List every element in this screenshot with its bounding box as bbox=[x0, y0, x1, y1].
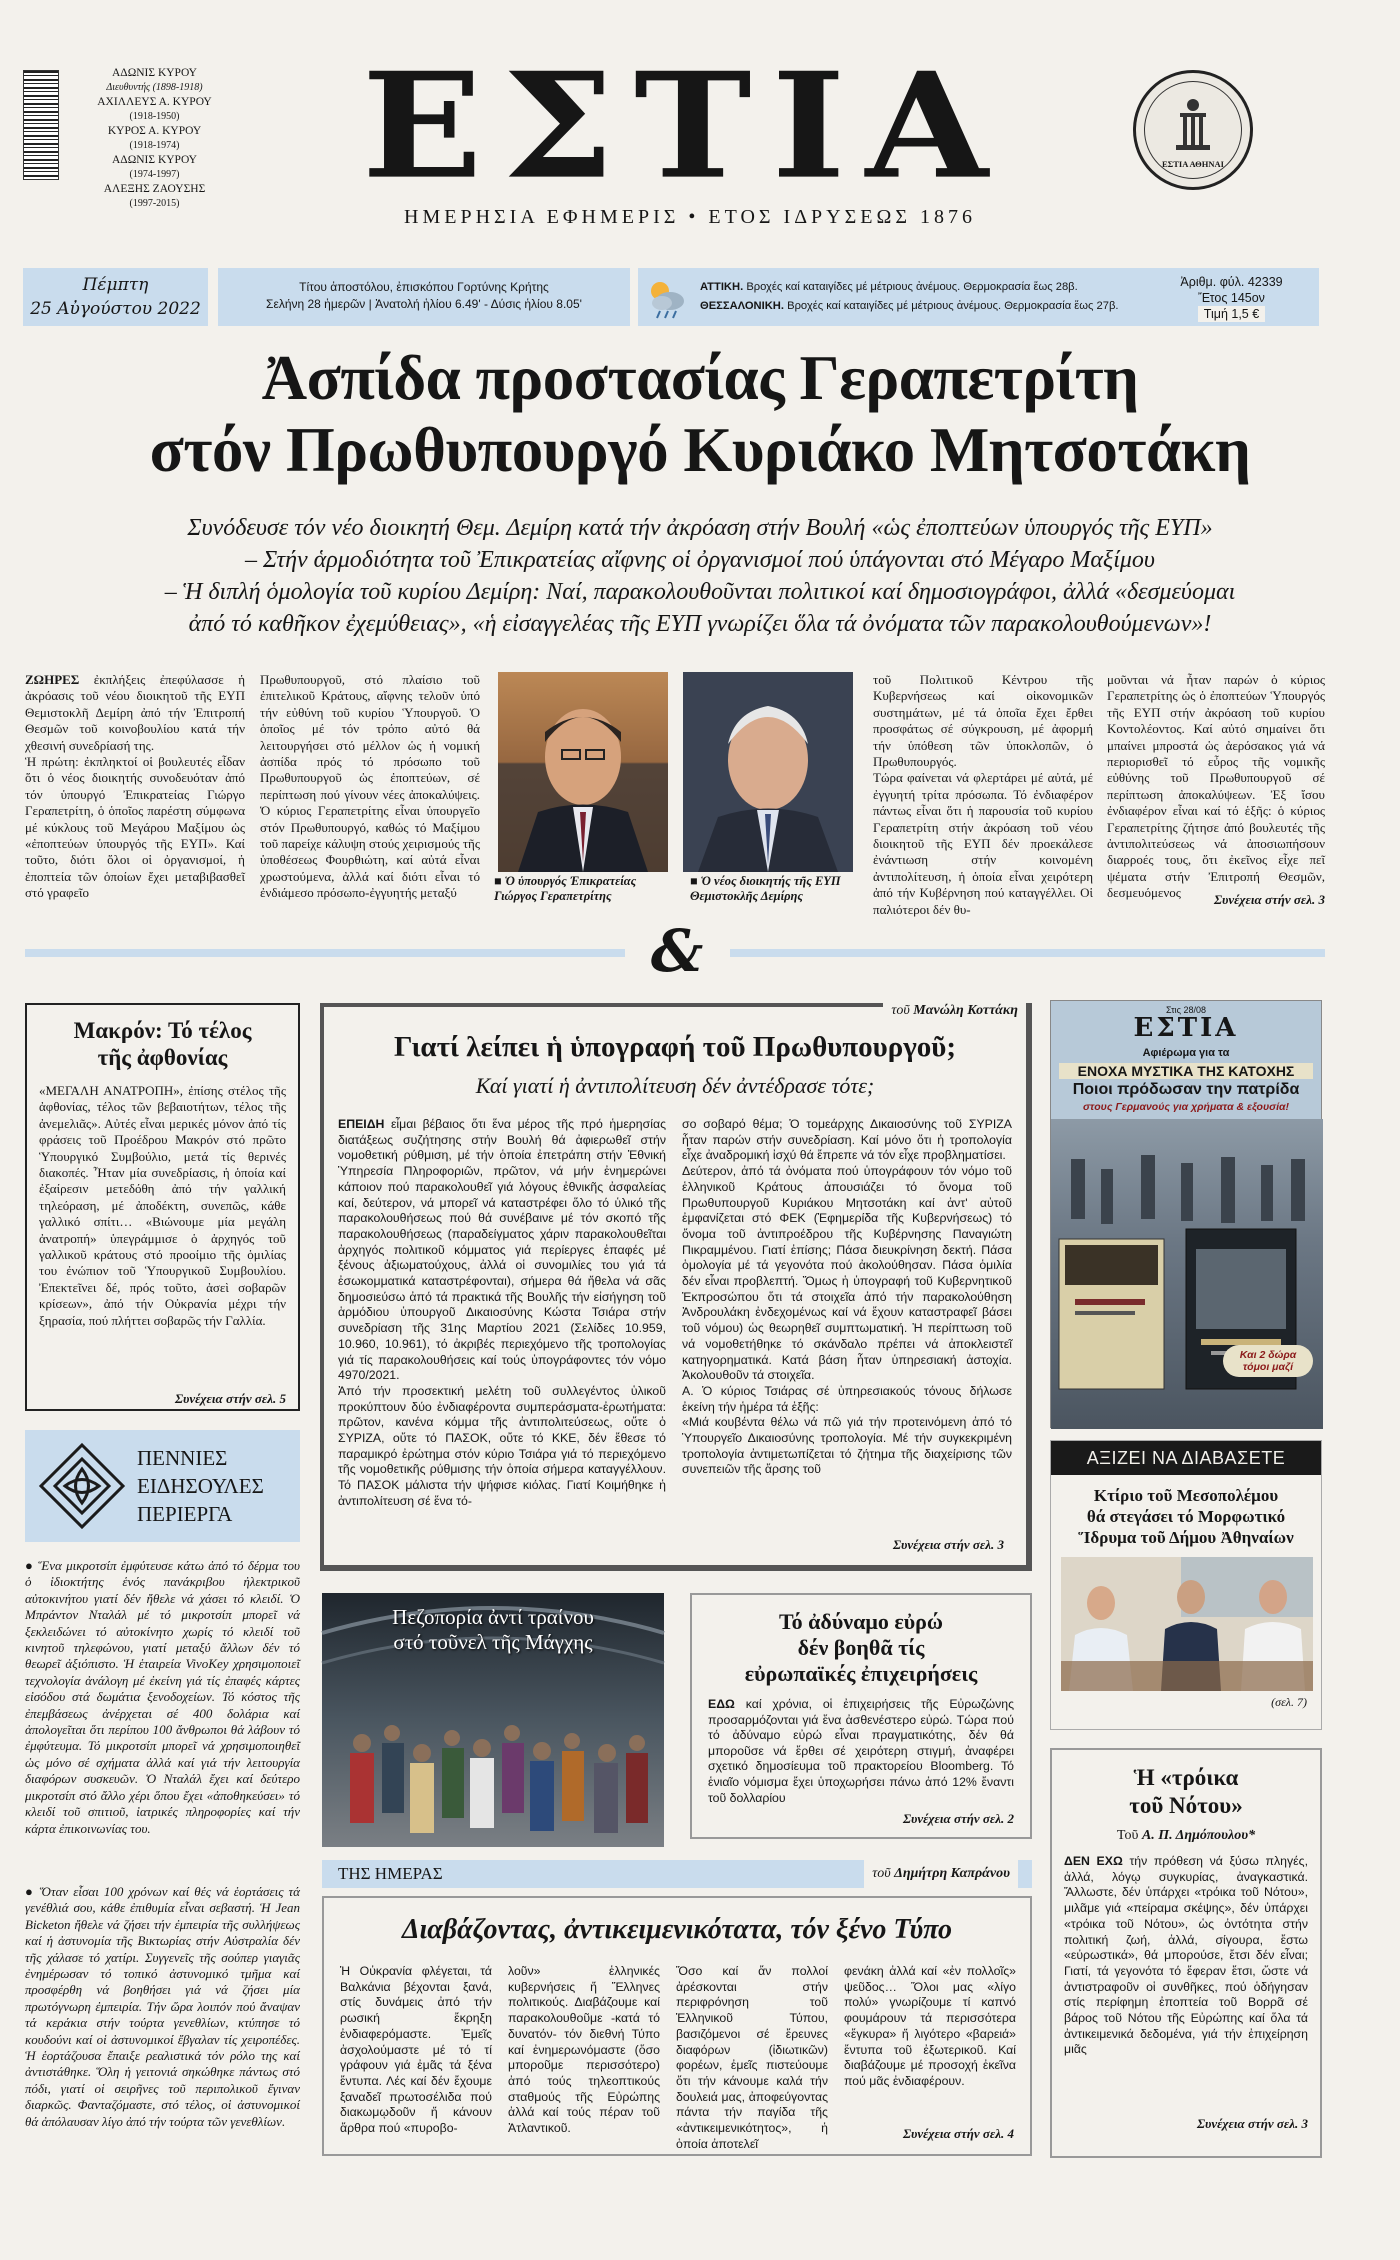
photo-gerapetritis bbox=[498, 672, 668, 872]
date-box bbox=[23, 268, 208, 326]
date: 25 Αὐγούστου 2022 bbox=[30, 299, 201, 319]
euro-title: Τό ἀδύναμο εὐρώ δέν βοηθᾶ τίς εὐρωπαϊκές ἐπιχειρήσεις bbox=[744, 1609, 978, 1686]
editorial-col-2: σο σοβαρό θέμα; Ὁ τομεάρχης Δικαιοσύνης τοῦ ΣΥΡΙΖΑ ἦταν παρών στήν συνεδρίαση. Καί μόνο ὅτι ἡ τροπολογία εἶχε ἀναδρομική ἰσχύ θά ἔπρεπε νά τόν εἶχε προβληματίσει. Δεύτερον, ἀπό τά ὀνόματα πού ὑπογράφουν τόν νόμο τοῦ ἑλληνικοῦ Κράτους ἀπουσιάζει τό ὄνομα τοῦ Πρωθυπουργοῦ Κυριάκου Μητσοτάκη καί ἀντ' αὐτοῦ ἐμφανίζεται στό ΦΕΚ (Ἐφημερίδα τῆς Κυβερνήσεως) τό ὄνομα τοῦ ἀντιπροέδρου τῆς Κυβέρνησης Παναγιώτη Πικραμμένου. Γιατί ἐπίσης; Πάσα διευκρίνηση δεκτή. Πάσα ὁμολογία μέ τά γεγονότα πού ἀκολούθησαν. Πάσα ὁμιλία δέν εἶναι προβλεπτή. Ὅμως ἡ ὑπογραφή τοῦ Κυβερνητικοῦ Ἐκπροσώπου ὅτι τά στοιχεῖα ἀπό τήν παρακολούθηση Ἀνδρουλάκη ἐνδεχομένως καί νά ἔχουν καταστραφεῖ βάσει τοῦ νόμου) ὡς θεωρηθεῖ συμπτωματική. Ἡ περίπτωση τοῦ νά νομοθετήθηκε τό σκάνδαλο πρέπει νά ἀποκλειστεῖ κατηγορηματικά. Κατά βάση ἦταν ὑπηρεσιακή ἀστοχία. Ἀκολουθοῦν τά στοιχεῖα. Α. Ὁ κύριος Τσιάρας σέ ὑπηρεσιακούς τόνους δήλωσε ἐκείνη τήν ἡμέρα τά ἑξῆς: «Μιά κουβέντα θέλω νά πῶ γιά τήν προτεινόμενη ἀπό τό Ὑπουργεῖο Δικαιοσύνης τροπολογία. Μέ τήν συγκεκριμένη τροπολογία ἀντιμετωπίζεται τό ζήτημα τῆς διαχείρισης τῶν συνεπειῶν τῆς ἄρσης τοῦ bbox=[682, 1117, 1012, 1477]
troika-byline: Τοῦ Α. Π. Δημόπουλου* bbox=[1116, 1828, 1256, 1843]
pennies-header bbox=[25, 1430, 300, 1542]
editorial-subtitle: Καί γιατί ἡ ἀντιπολίτευση δέν ἀντέδρασε τότε; bbox=[475, 1073, 875, 1098]
editorial-title: Γιατί λείπει ἡ ὑπογραφή τοῦ Πρωθυπουργοῦ; bbox=[393, 1031, 956, 1063]
photo-demiris bbox=[683, 672, 853, 872]
photo-gerapetritis-caption: ■ Ὁ ὑπουργός Ἐπικρατείας Γιώργος Γεραπετρίτης bbox=[494, 874, 637, 903]
today-continue: Συνέχεια στήν σελ. 4 bbox=[903, 2126, 1014, 2141]
subway-overlay: Πεζοπορία ἀντί τραίνου στό τοῦνελ τῆς Μάγχης bbox=[392, 1605, 594, 1654]
today-byline: τοῦ Δημήτρη Καπράνου bbox=[864, 1860, 1018, 1888]
masthead-title: ΕΣΤΙΑ bbox=[361, 41, 1009, 212]
weather-box: ΑΤΤΙΚΗ. Βροχές καί καταιγίδες μέ μέτριους ἀνέμους. Θερμοκρασία ἕως 28β. ΘΕΣΣΑΛΟΝΙΚΗ. Βροχές καί καταιγίδες μέ μέτριους ἀνέμους. Θερμοκρασία ἕως 27β. bbox=[638, 268, 1178, 326]
euro-box bbox=[690, 1593, 1032, 1839]
promo-photo bbox=[1051, 1119, 1323, 1429]
today-col-3: Ὅσο καί ἄν πολλοί ἀρέσκονται στήν περιφρόνηση τοῦ Ἑλληνικοῦ Τύπου, βασιζόμενοι σέ ἔρευνες διαφόρων (ἰδιωτικῶν) φορέων, ἐμεῖς πιστεύουμε ὅτι τήν κάνουμε καλά τήν δουλειά μας, ἀποφεύγοντας πάντα τήν παγίδα τῆς «ἀντικειμενικότητος», ἡ ὁποία ἀποτελεῖ bbox=[676, 1964, 828, 2151]
lead-col-3: τοῦ Πολιτικοῦ Κέντρου τῆς Κυβερνήσεως καί οἰκονομικῶν συστημάτων, μέ τά ὁποῖα ἔχει ἔρθει προσφάτως σέ σύγκρουση, μέ ἀφορμή τήν ὑπόθεση τῶν ὑποκλοπῶν, ὁ Πρωθυπουργός. Τώρα φαίνεται νά φλερτάρει μέ αὐτά, μέ ἐγγυητή τρίτα πρόσωπα. Τό ἐνδιαφέρον πάντως εἶναι ὅτι ἡ παρουσία τοῦ κυρίου Γεραπετρίτη στήν ἀκρόαση τοῦ νέου διοικητοῦ τῆς ΕΥΠ δέν προεκάλεσε ἐνάντιωση στήν κοινομένη ἀντιπολίτευση, ἡ ὁποία εἶναι χειρότερη ἀπό τήν Κυβέρνηση πού καταγγέλλει. Οἱ παλιότεροι δέν θυ- bbox=[873, 672, 1093, 917]
separator-line-right bbox=[730, 949, 1325, 957]
worth-box bbox=[1050, 1440, 1322, 1730]
editorial-byline: τοῦ Μανώλη Κοττάκη bbox=[883, 1003, 1026, 1019]
troika-continue: Συνέχεια στήν σελ. 3 bbox=[1197, 2116, 1308, 2131]
euro-body: ΕΔΩ καί χρόνια, οἱ ἐπιχειρήσεις τῆς Εὐρωζώνης προσαρμόζονται γιά ἕνα ἀσθενέστερο εὐρώ. Τώρα πού τό ἀδύναμο εὐρώ εἶναι πραγματικότης, δέν θά μποροῦσε νά ἔρθει σέ χειρότερη στιγμή, ἀναφέρει σχετικό δημοσίευμα τοῦ πρακτορείου Bloomberg. Τό ἑνιαῖο νόμισμα ἔχει ὑποχωρήσει πάνω ἀπό 12% ἔναντι τοῦ δολλαρίου bbox=[708, 1697, 1014, 1805]
macron-body: «ΜΕΓΑΛΗ ΑΝΑΤΡΟΠΗ», ἐπίσης στέλος τῆς ἀφθονίας, τέλος τῶν βεβαιοτήτων, τέλος τῆς ἀνεμελιᾶς». Αὐτές εἶναι μερικές μόνον ἀπό τίς φράσεις τοῦ Προέδρου Μακρόν στό πρῶτο Ὑπουργικό Συμβούλιο, μετά τίς θερινές διακοπές. Ἦταν μία συνεδρίασις, ἡ ὁποία καί ἐξαίρεσιν μετεδόθη ἀπό τήν γαλλική τηλεόραση, μέ ἀποδέκτη, συνεπῶς, κάθε γαλλικό σπίτι… «Βιώνουμε μία μεγάλη ἀνατροπή» ὑπεγράμμισε ὁ ἀρχηγός τοῦ γαλλικοῦ κράτους στό προοίμιο τῆς ὁμιλίας του ἐνώπιον τοῦ Ὑπουργικοῦ Συμβουλίου. Ἐπεκτεῖνει δέ, πρός τοῦτο, ἀσεὶ σοβαρῶν κρίσεων», ἀπό τήν Οὐκρανία μέχρι τήν ξηρασία, πού πλήττει σοβαρῶς τήν Γαλλία. bbox=[39, 1083, 286, 1328]
barcode bbox=[23, 70, 59, 180]
pennies-item-2: ● Ὅταν εἶσαι 100 χρόνων καί θές νά ἑορτάσεις τά γενέθλιά σου, κάθε ἐπιθυμία εἶναι σεβαστή. Ἡ Jean Bicketon ἤθελε νά ζήσει τήν ἐμπειρία τῆς συλλήψεως καί ἡ ἀστυνομία τῆς Βικτωρίας στήν Αὐστραλία δέν τῆς χάλασε τό χατίρι. Συγγενεῖς τῆς σούπερ γιαγιᾶς ἐνημέρωσαν τό τοπικό ἀστυνομικό τμῆμα καί προσφέρθη νά βοηθήσει γιά νά ζήσει μία πρωτόγνωρη ἐμπειρία. Τήν ὥρα λοιπόν πού ἄναψαν τά κεράκια στήν τούρτα γενεθλίων, κτύπησε τό κουδούνι καί οἱ ἀστυνομικοί ἔβγαλαν τίς χειροπέδες. Ἡ ἑορτάζουσα ἔπαιξε ρεαλιστικά τόν ρόλο της καί ἀντιστάθηκε. Ὅλη ἡ γειτονιά σηκώθηκε πάντως στό πόδι, γιατί οἱ σειρῆνες τοῦ περιπολικοῦ ἔγιναν διαρκῶς. Φανταζόμαστε, στό τέλος, οἱ ἀστυνομικοί θά ἀπόλαυσαν λίγο ἀπό τήν τούρτα τῶν γενεθλίων. bbox=[25, 1884, 300, 2129]
photo-demiris-caption: ■ Ὁ νέος διοικητής τῆς ΕΥΠ Θεμιστοκλῆς Δεμίρης bbox=[690, 874, 841, 903]
today-col-2: λοῦν» ἑλληνικές κυβερνήσεις ἤ Ἕλληνες πολιτικούς. Διαβάζουμε καί παρακολουθοῦμε -κατά τό δυνατόν- τόν διεθνή Τύπο καί ἐνημερωνόμαστε (ὅσο μποροῦμε περισσότερο) ἀπό τούς τηλεοπτικούς σταθμούς τῆς Εὐρώπης ἀλλά καί τούς πέραν τοῦ Ἀτλαντικοῦ. bbox=[508, 1964, 660, 2136]
worth-label: ΑΞΙΖΕΙ ΝΑ ΔΙΑΒΑΣΕΤΕ bbox=[1051, 1441, 1321, 1475]
issue-box: Ἀριθμ. φύλ. 42339 Ἔτος 145ον Τιμή 1,5 € bbox=[1144, 268, 1319, 326]
lead-subheadline: Συνόδευσε τόν νέο διοικητή Θεμ. Δεμίρη κατά τήν ἀκρόαση στήν Βουλή «ὡς ἐποπτεύων ὑπουργός τῆς ΕΥΠ» – Στήν ἁρμοδιότητα τοῦ Ἐπικρατείας αἴφνης οἱ ὀργανισμοί πού ὑπάγονται στό Μέγαρο Μαξίμου – Ἡ διπλή ὁμολογία τοῦ κυρίου Δεμίρη: Ναί, παρακολουθοῦνται πολιτικοί καί δημοσιογράφοι, ἀλλά «δεσμεύομαι ἀπό τό καθῆκον ἐχεμύθειας», «ἡ εἰσαγγελέας τῆς ΕΥΠ γνωρίζει ὅλα τά ὀνόματα τῶν παρακολουθούμενων»! bbox=[164, 515, 1236, 637]
today-label-band bbox=[322, 1860, 1032, 1888]
lead-col-2: Πρωθυπουργοῦ, στό πλαίσιο τοῦ ἐπιτελικοῦ Κράτους, αἴφνης τελοῦν ὑπό τήν εὐθύνη τοῦ κυρίου Ὑπουργοῦ. Ὁ ὁποῖος μέ τόν τρόπο αὐτό θά λειτουργήσει στό μέλλον ὡς ἡ νομική ἀσπίδα πρός τό πρόσωπο τοῦ Πρωθυπουργοῦ ὡς ἐποπτεύων, σέ περίπτωση πού γίνουν νέες ἀποκαλύψεις. Ὁ κύριος Γεραπετρίτης εἶναι ὑπουργεῖο στόν Πρωθυπουργό, καθώς τό Μαξίμου τοῦ παρείχε κάλυψη στούς χειρισμούς τῆς ὑποθέσεως Φουρθιώτη, καί αὐτά εἶναι χρωστούμενα, ἀλλά καί διότι εἶναι τό ἐνδιάμεσο πρόσωπο-ἐγγυητής μεταξύ bbox=[260, 672, 480, 901]
macron-continue: Συνέχεια στήν σελ. 5 bbox=[175, 1391, 286, 1406]
promo-book-note: Και 2 δώρα τόμοι μαζί bbox=[1223, 1345, 1313, 1377]
today-col-4: φενάκη ἀλλά καί «ἐν πολλοῖς» ψεῦδος… Ὅλοι μας «λίγο πολύ» γνωρίζουμε τί καπνό φουμάρουν τά περισσότερα «ἔγκυρα» ἤ λιγότερο «βαρειά» ἔντυπα τοῦ ἐξωτερικοῦ. Καί διαβάζουμε μέ προσοχή ἐκεῖνα πού μᾶς ἐνδιαφέρουν. bbox=[844, 1964, 1016, 2088]
worth-ref: (σελ. 7) bbox=[1271, 1695, 1307, 1709]
troika-title: Ἡ «τρόικα τοῦ Νότου» bbox=[1129, 1765, 1243, 1818]
seal-logo: ΕΣΤΙΑ ΑΘΗΝΑΙ bbox=[1133, 70, 1253, 190]
price: Τιμή 1,5 € bbox=[1198, 306, 1265, 322]
separator-ampersand: & bbox=[650, 917, 704, 985]
lead-headline: Ἀσπίδα προστασίας Γεραπετρίτη στόν Πρωθυπουργό Κυριάκο Μητσοτάκη bbox=[149, 343, 1251, 485]
subway-photo bbox=[322, 1593, 664, 1847]
euro-continue: Συνέχεια στήν σελ. 2 bbox=[903, 1811, 1014, 1826]
founders-list: ΑΔΩΝΙΣ ΚΥΡΟΥ Διευθυντής (1898-1918) ΑΧΙΛΛΕΥΣ Α. ΚΥΡΟΥ (1918-1950) ΚΥΡΟΣ Α. ΚΥΡΟΥ (1918-1974) ΑΔΩΝΙΣ ΚΥΡΟΥ (1974-1997) ΑΛΕΞΗΣ ΖΑΟΥΣΗΣ (1997-2015) bbox=[97, 67, 212, 209]
today-title: Διαβάζοντας, ἀντικειμενικότατα, τόν ξένο Τύπο bbox=[401, 1914, 953, 1945]
worth-photo bbox=[1061, 1557, 1313, 1691]
pennies-item-1: ● Ἕνα μικροτσίπ ἐμφύτευσε κάτω ἀπό τό δέρμα του ὁ ἰδιοκτήτης ἑνός πανάκριβου ἠλεκτρικοῦ αὐτοκινήτου γιατί δέν ἤθελε νά χάσει τό κλειδί. Ὁ Μπράντον Νταλάλ μέ τό μικροτσίπ μπορεῖ νά ξεκλειδώνει τό αὐτοκίνητο χωρίς τό κλειδί τοῦ κινητοῦ τηλεφώνου, γιατί μεταξύ ἄλλων δέν τό θεωρεῖ ἀξιόπιστο. Ἡ ἑταιρεία VivoKey χρησιμοποιεῖ τεχνολογία ἀνάλογη μέ ἐκείνη γιά τίς ἐπαφές κάρτες εἰσόδου στά δωμάτια ξενοδοχείων. Τό κόστος τῆς ἐπεμβάσεως ἀνέρχεται σέ 400 δολάρια καί ἀπολογεῖται ὅτι περίπου 100 ἄνθρωποι θά λάβουν τό ἐμφύτευμα. Τό μικροτσίπ μπορεῖ νά χρησιμοποιηθεῖ ὡς μόνο σέ σχήματα ἀλλά καί γιά τήν λειτουργία διαφόρων συσκευῶν. Ὁ Νταλάλ ἔχει καί δεύτερο μικροτσίπ στό ἄλλο χέρι ὅπου ἔχει «ἀποθηκεύσει» τό κλειδί τοῦ σπιτιοῦ, ἰατρικές πληροφορίες καί τήν κάρτα ἐπικοινωνίας του. bbox=[25, 1558, 300, 1836]
promo-logo: ΕΣΤΙΑ bbox=[1133, 1013, 1239, 1043]
lead-col-4: μοῦνται νά ἦταν παρών ὁ κύριος Γεραπετρίτης ὡς ὁ ἐποπτεύων Ὑπουργός τῆς ΕΥΠ στήν ἀκρόαση τοῦ κυρίου Κοντολέοντος. Καί αὐτό σημαίνει ὅτι μπαίνει μπροστά ὡς ἀερόσακος γιά νά περιορισθεῖ τό εὖρος τῆς νομικῆς εὐθύνης τοῦ Πρωθυπουργοῦ σέ περίπτωση ἀποκαλύψεων. Ἐξ ἴσου ἐνδιαφέρον εἶναι καί τό ἑξῆς: ὁ κύριος Γεραπετρίτης ζήτησε ἀπό βουλευτές τῆς ἀντιπολιτεύσεως νά ἀποσιωπήσουν διαρροές τους, ὅτι ἐκεῖνος εἶχε πεῖ ψέματα στήν Ἐπιτροπή Θεσμῶν, δεσμευόμενος bbox=[1107, 672, 1325, 901]
macron-box bbox=[25, 1003, 300, 1411]
weather-icon bbox=[642, 273, 690, 321]
troika-body: ΔΕΝ ΕΧΩ τήν πρόθεση νά ξύσω πληγές, ἀλλά, λόγῳ συγκυρίας, ἀναγκαστικά. Ἄλλωστε, δέν ὑπάρχει «τρόικα τοῦ Νότου», μιλᾶμε γιά «πείραμα σκέψης», δέν ὑπάρχει «τρόικα τοῦ Νότου», ὡς ὀντότητα στήν πολιτική ζωή, ἀλλά, σίγουρα, ἔστω «εὐρωστικά», θά μπορούσε, ἔτσι δέν εἶναι; Γιατί, τά γεγονότα τό ἔφεραν ἔτσι, ὥστε νά ἀντιστραφοῦν οἱ συνθῆκες, πού ὁδήγησαν στίς περίφημη ἐποπτεία τοῦ Βορρᾶ σέ βάρος τοῦ Νότου τῆς Εὐρώπης καί ὅλα τά ἀντικειμενικά δεδομένα, γιά τήν ἐπιχείρηση μιᾶς bbox=[1064, 1854, 1308, 2057]
editorial-box bbox=[320, 1003, 1032, 1571]
lead-continue: Συνέχεια στήν σελ. 3 bbox=[1214, 892, 1325, 907]
worth-title: Κτίριο τοῦ Μεσοπολέμου θά στεγάσει τό Μορφωτικό Ἵδρυμα τοῦ Δήμου Ἀθηναίων bbox=[1078, 1486, 1294, 1547]
editorial-continue: Συνέχεια στήν σελ. 3 bbox=[893, 1537, 1004, 1552]
masthead-subtitle: ΗΜΕΡΗΣΙΑ ΕΦΗΜΕΡΙΣ • ΕΤΟΣ ΙΔΡΥΣΕΩΣ 1876 bbox=[404, 206, 976, 228]
today-box bbox=[322, 1896, 1032, 2156]
separator-line-left bbox=[25, 949, 625, 957]
lead-col-1: ΖΩΗΡΕΣ ἐκπλήξεις ἐπεφύλασσε ἡ ἀκρόασις τοῦ νέου διοικητοῦ τῆς ΕΥΠ Θεμιστοκλῆ Δεμίρη ἀπό τήν Ἐπιτροπή Θεσμῶν τοῦ κοινοβουλίου κατά τήν χθεσινή συνεδρίασή της. Ἡ πρώτη: ἐκπληκτοί οἱ βουλευτές εἶδαν ὅτι ὁ νέος διοικητής συνοδευόταν ἀπό τόν ὑπουργό Ἐπικρατείας Γιώργο Γεραπετρίτη, ὁ ὁποῖος παρέστη σύμφωνα μέ κύκλους τοῦ Μεγάρου Μαξίμου ὡς «ἐποπτεύων ὑπουργός τῆς ΕΥΠ». Καί τοῦτο, διότι ὅλοι οἱ ὀργανισμοί, ἡ ἐποπτεία τῶν ὁποίων ἔχει μεταβιβασθεῖ στό γραφεῖο bbox=[25, 672, 245, 901]
today-col-1: Ἡ Οὐκρανία φλέγεται, τά Βαλκάνια βέχονται ξανά, στίς δυνάμεις ἀπό τήν ρωσική ἔκρηξη ἐνδιαφερόμαστε. Ἐμεῖς ἀσχολούμαστε μέ τό τί γράφουν γιά ἐμᾶς τά ξένα ἔντυπα. Λές καί δέν ἔχουμε ξαναδεῖ πρωτοσέλιδα πού διακωμῳδοῦν ἤ κάνουν ἄρθρα πού «πυροβο- bbox=[340, 1964, 492, 2136]
day: Πέμπτη bbox=[82, 275, 149, 295]
editorial-col-1: ΕΠΕΙΔΗ εἶμαι βέβαιος ὅτι ἕνα μέρος τῆς πρό ἡμερησίας διατάξεως συζήτησης στήν Βουλή θά ἀφιερωθεῖ στήν νομοθετική ρύθμιση, μέ τήν ὁποία ἐπετράπη στήν Ἐθνική Ὑπηρεσία Πληροφοριῶν, πρῶτον, νά μήν ἐνημερώνει κάποιον πού παρακολουθεῖ γιά λόγους ἐθνικῆς ἀσφαλείας καί, δεύτερον, νά μπορεῖ νά καταστρέφει ὅλο τό ὑλικό τῆς παρακολουθήσεως πού θά συνέβαινε μέ τόν σκοπό τῆς παρακολουθήσεως (παραδείγματος χάριν παρακολουθεῖται ἀρχηγός πολιτικοῦ κόμματος γιά περίεργες ἐπαφές μέ ξένους ἀξιωματούχους, ἀλλά οἱ συνομιλίες του γιά τά ἐσωκομματικά καταστρέφονται), σήμερα θά ἤθελα νά σᾶς δημοσιεύσω ἀπό τά πρακτικά τῆς Βουλῆς τήν εἰσήγηση τοῦ ἁρμόδιου ὑπουργοῦ Δικαιοσύνης Κώστα Τσιάρα στήν συνεδρίαση τῆς 31ης Μαρτίου 2021 (Σελίδες 10.959, 10.960, 10.961), τό ἀκριβές περιεχόμενο τῆς τροπολογίας γιά τίς παρακολουθήσεις καί τούς ὑπογράφοντες τόν νόμο 4970/2021. Ἀπό τήν προσεκτική μελέτη τοῦ συλλεγέντος ὑλικοῦ προκύπτουν δύο ἐνδιαφέροντα συμπεράσματα-ἐρωτήματα: πρῶτον, κανένα κόμμα τῆς ἀντιπολιτεύσεως, οὔτε ὁ ΣΥΡΙΖΑ, οὔτε τό ΠΑΣΟΚ, οὔτε τό ΚΚΕ, δέν ἔθεσε τό παραμικρό ἐρώτημα στόν κύριο Τσιάρα γιά τό περιεχόμενο τῆς νομοθετικῆς ρύθμισης τήν ὁποία σήμερα καταγγέλλουν. Τό ΠΑΣΟΚ μάλιστα τήν ψήφισε κιόλας. Γιατί Κοιμήθηκε ἡ ἀντιπολίτευση σέ ἕνα τό- bbox=[338, 1117, 666, 1508]
pennies-title: ΠΕΝΝΙΕΣ ΕΙΔΗΣΟΥΛΕΣ ΠΕΡΙΕΡΓΑ bbox=[137, 1446, 264, 1526]
today-label: ΤΗΣ ΗΜΕΡΑΣ bbox=[330, 1860, 451, 1888]
macron-title: Μακρόν: Τό τέλος τῆς ἀφθονίας bbox=[73, 1018, 252, 1070]
promo-box: Στις 28/08 ΕΣΤΙΑ Αφιέρωμα για τα ΕΝΟΧΑ ΜΥΣΤΙΚΑ ΤΗΣ ΚΑΤΟΧΗΣ Ποιοι πρόδωσαν την πατρίδα στους Γερμανούς για χρήματα & εξουσία! Και 2 δώρα τόμοι μαζί bbox=[1050, 1000, 1322, 1428]
saint-box: Τίτου ἀποστόλου, ἐπισκόπου Γορτύνης Κρήτης Σελήνη 28 ἡμερῶν | Ἀνατολή ἡλίου 6.49' - Δύσις ἡλίου 8.05' bbox=[218, 268, 630, 326]
ornament-icon bbox=[35, 1439, 129, 1533]
troika-box bbox=[1050, 1748, 1322, 2158]
